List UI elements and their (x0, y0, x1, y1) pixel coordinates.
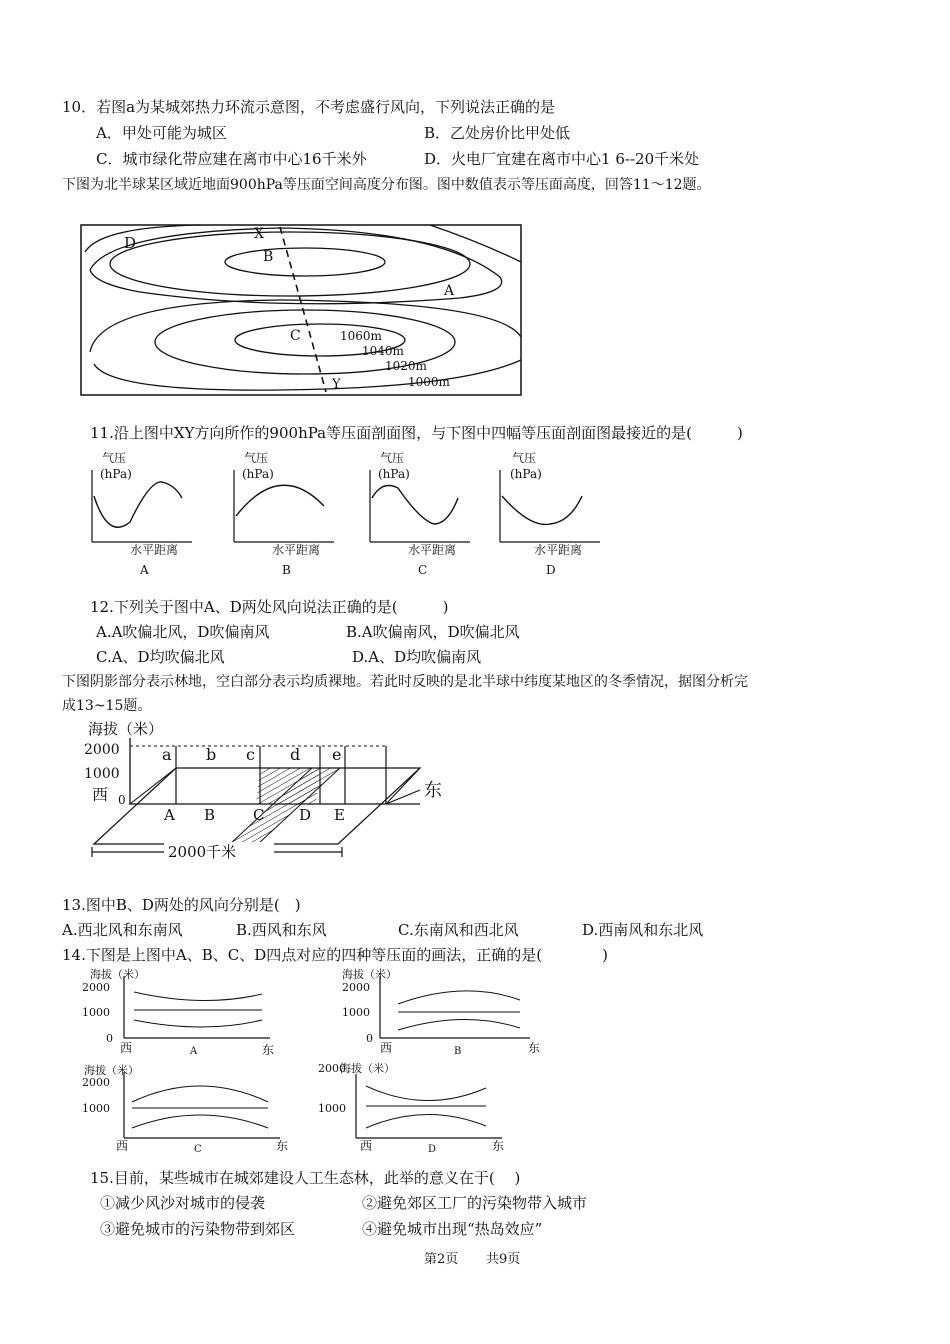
intro-13-15-line1: 下图阴影部分表示林地，空白部分表示均质裸地。若此时反映的是北半球中纬度某地区的冬季情况，据图分析完 (62, 674, 748, 690)
q11-a-option: A (140, 563, 149, 577)
contour-upper-1 (225, 248, 385, 276)
svg-text:0: 0 (106, 1032, 113, 1045)
label-x: X (254, 226, 264, 242)
svg-text:海拔（米）: 海拔（米） (340, 1062, 395, 1075)
block-top-d: d (290, 745, 301, 764)
svg-text:东: 东 (528, 1041, 541, 1055)
svg-text:2000: 2000 (342, 981, 370, 994)
block-diagram (80, 716, 480, 861)
q11-d-option: D (546, 563, 556, 577)
svg-text:2000: 2000 (82, 1076, 110, 1089)
q10-stem: 10．若图a为某城郊热力环流示意图，不考虑盛行风向，下列说法正确的是 (62, 98, 556, 116)
q14-a-option: A (190, 1046, 198, 1057)
svg-text:东: 东 (492, 1139, 505, 1153)
q13-option-b: B.西风和东风 (236, 921, 327, 939)
contour-lower-4 (94, 360, 521, 390)
q11-graph-c (370, 450, 470, 577)
q13-option-c: C.东南风和西北风 (398, 921, 519, 939)
block-bottom-a: A (164, 806, 175, 824)
contour-1000: 1000m (408, 375, 450, 389)
q11-profile-graphs (80, 450, 620, 580)
block-ylabel: 海拔（米） (88, 720, 164, 738)
svg-text:东: 东 (276, 1139, 289, 1153)
q10-option-c: C．城市绿化带应建在离市中心16千米外 (96, 150, 367, 168)
svg-text:1000: 1000 (318, 1102, 346, 1115)
q15-stem: 15.目前，某些城市在城郊建设人工生态林，此举的意义在于( ) (90, 1169, 521, 1187)
contour-1020: 1020m (385, 359, 427, 373)
svg-text:西: 西 (360, 1139, 373, 1153)
q11-d-ylabel1: 气压 (512, 451, 537, 465)
q11-d-ylabel2: (hPa) (510, 467, 542, 481)
block-scale: 2000千米 (168, 843, 237, 861)
intro-11-12: 下图为北半球某区域近地面900hPa等压面空间高度分布图。图中数值表示等压面高度，回答11～12题。 (62, 177, 711, 193)
svg-text:西: 西 (380, 1041, 393, 1055)
q11-c-xlabel: 水平距离 (408, 543, 457, 557)
q15-option-2: ②避免郊区工厂的污染物带入城市 (362, 1194, 588, 1212)
contour-1060: 1060m (340, 329, 382, 343)
label-a: A (444, 283, 455, 299)
block-top-e: e (332, 745, 342, 764)
q11-b-ylabel1: 气压 (244, 451, 269, 465)
q11-a-ylabel1: 气压 (102, 451, 127, 465)
block-bottom-d: D (299, 806, 312, 824)
q11-c-curve (372, 486, 458, 524)
q15-option-3: ③避免城市的污染物带到郊区 (100, 1220, 296, 1238)
block-east: 东 (424, 780, 442, 801)
q12-option-d: D.A、D均吹偏南风 (352, 648, 482, 666)
q11-graph-d (500, 450, 600, 577)
svg-text:2000: 2000 (318, 1062, 346, 1075)
q14-stem: 14.下图是上图中A、B、C、D四点对应的四种等压面的画法，正确的是( ) (62, 946, 608, 964)
block-y0: 0 (118, 793, 126, 807)
svg-text:海拔（米）: 海拔（米） (342, 968, 397, 981)
q10-option-b: B．乙处房价比甲处低 (424, 124, 571, 142)
block-west: 西 (92, 785, 109, 804)
q11-a-ylabel2: (hPa) (100, 467, 132, 481)
q13-option-d: D.西南风和东北风 (582, 921, 704, 939)
intro-13-15-line2: 成13~15题。 (62, 698, 152, 714)
q11-a-curve (94, 482, 182, 527)
q10-option-a: A．甲处可能为城区 (96, 124, 227, 142)
svg-text:海拔（米）: 海拔（米） (90, 968, 145, 981)
q11-c-ylabel1: 气压 (380, 451, 405, 465)
contour-map (80, 222, 525, 398)
label-d: D (124, 234, 137, 252)
q14-graph-d (316, 1062, 516, 1154)
label-b: B (263, 249, 274, 265)
q14-graph-c (80, 1062, 290, 1154)
svg-text:0: 0 (366, 1032, 373, 1045)
q14-c-option: C (194, 1144, 202, 1154)
svg-text:1000: 1000 (82, 1102, 110, 1115)
label-c: C (290, 328, 301, 344)
q11-stem: 11.沿上图中XY方向所作的900hPa等压面剖面图，与下图中四幅等压面剖面图最接近的是( ) (90, 424, 743, 442)
svg-text:1000: 1000 (82, 1006, 110, 1019)
contour-1040: 1040m (362, 344, 404, 358)
q12-stem: 12.下列关于图中A、D两处风向说法正确的是( ) (90, 598, 449, 616)
q14-b-option: B (454, 1046, 462, 1057)
block-bottom-b: B (204, 806, 216, 824)
block-bottom-e: E (334, 806, 345, 824)
q11-graph-a (92, 450, 192, 577)
q14-graph-b (340, 966, 550, 1058)
block-top-b: b (206, 745, 217, 764)
q14-d-option: D (428, 1144, 437, 1154)
q11-b-xlabel: 水平距离 (272, 543, 321, 557)
contour-upper-3 (90, 228, 502, 304)
page-number: 第2页 (424, 1252, 459, 1267)
block-top-c: c (246, 745, 255, 764)
q11-c-ylabel2: (hPa) (378, 467, 410, 481)
label-y: Y (332, 377, 341, 392)
q11-graph-b (234, 450, 334, 577)
q14-graph-a (80, 966, 280, 1058)
svg-text:1000: 1000 (342, 1006, 370, 1019)
q12-option-a: A.A吹偏北风，D吹偏南风 (96, 623, 270, 641)
svg-text:西: 西 (116, 1139, 129, 1153)
q11-b-option: B (282, 563, 291, 577)
q13-stem: 13.图中B、D两处的风向分别是( ) (62, 896, 301, 914)
q15-option-1: ①减少风沙对城市的侵袭 (100, 1194, 266, 1212)
block-y1000: 1000 (84, 766, 120, 782)
q13-option-a: A.西北风和东南风 (62, 921, 183, 939)
svg-text:东: 东 (262, 1043, 275, 1057)
q11-b-curve (236, 485, 324, 516)
q15-option-4: ④避免城市出现“热岛效应” (362, 1220, 543, 1238)
q11-a-xlabel: 水平距离 (130, 543, 179, 557)
block-y2000: 2000 (84, 742, 120, 758)
q11-d-curve (502, 496, 582, 524)
block-bottom-c: C (253, 806, 265, 824)
block-top-a: a (162, 745, 172, 764)
q10-option-d: D．火电厂宜建在离市中心1 6--20千米处 (424, 150, 700, 168)
q12-option-b: B.A吹偏南风，D吹偏北风 (346, 623, 520, 641)
q11-c-option: C (418, 563, 428, 577)
q11-d-xlabel: 水平距离 (534, 543, 583, 557)
svg-text:2000: 2000 (82, 981, 110, 994)
svg-text:西: 西 (120, 1041, 133, 1055)
q11-b-ylabel2: (hPa) (242, 467, 274, 481)
q12-option-c: C.A、D均吹偏北风 (96, 648, 225, 666)
svg-text:海拔（米）: 海拔（米） (84, 1064, 139, 1077)
page-total: 共9页 (486, 1252, 521, 1267)
